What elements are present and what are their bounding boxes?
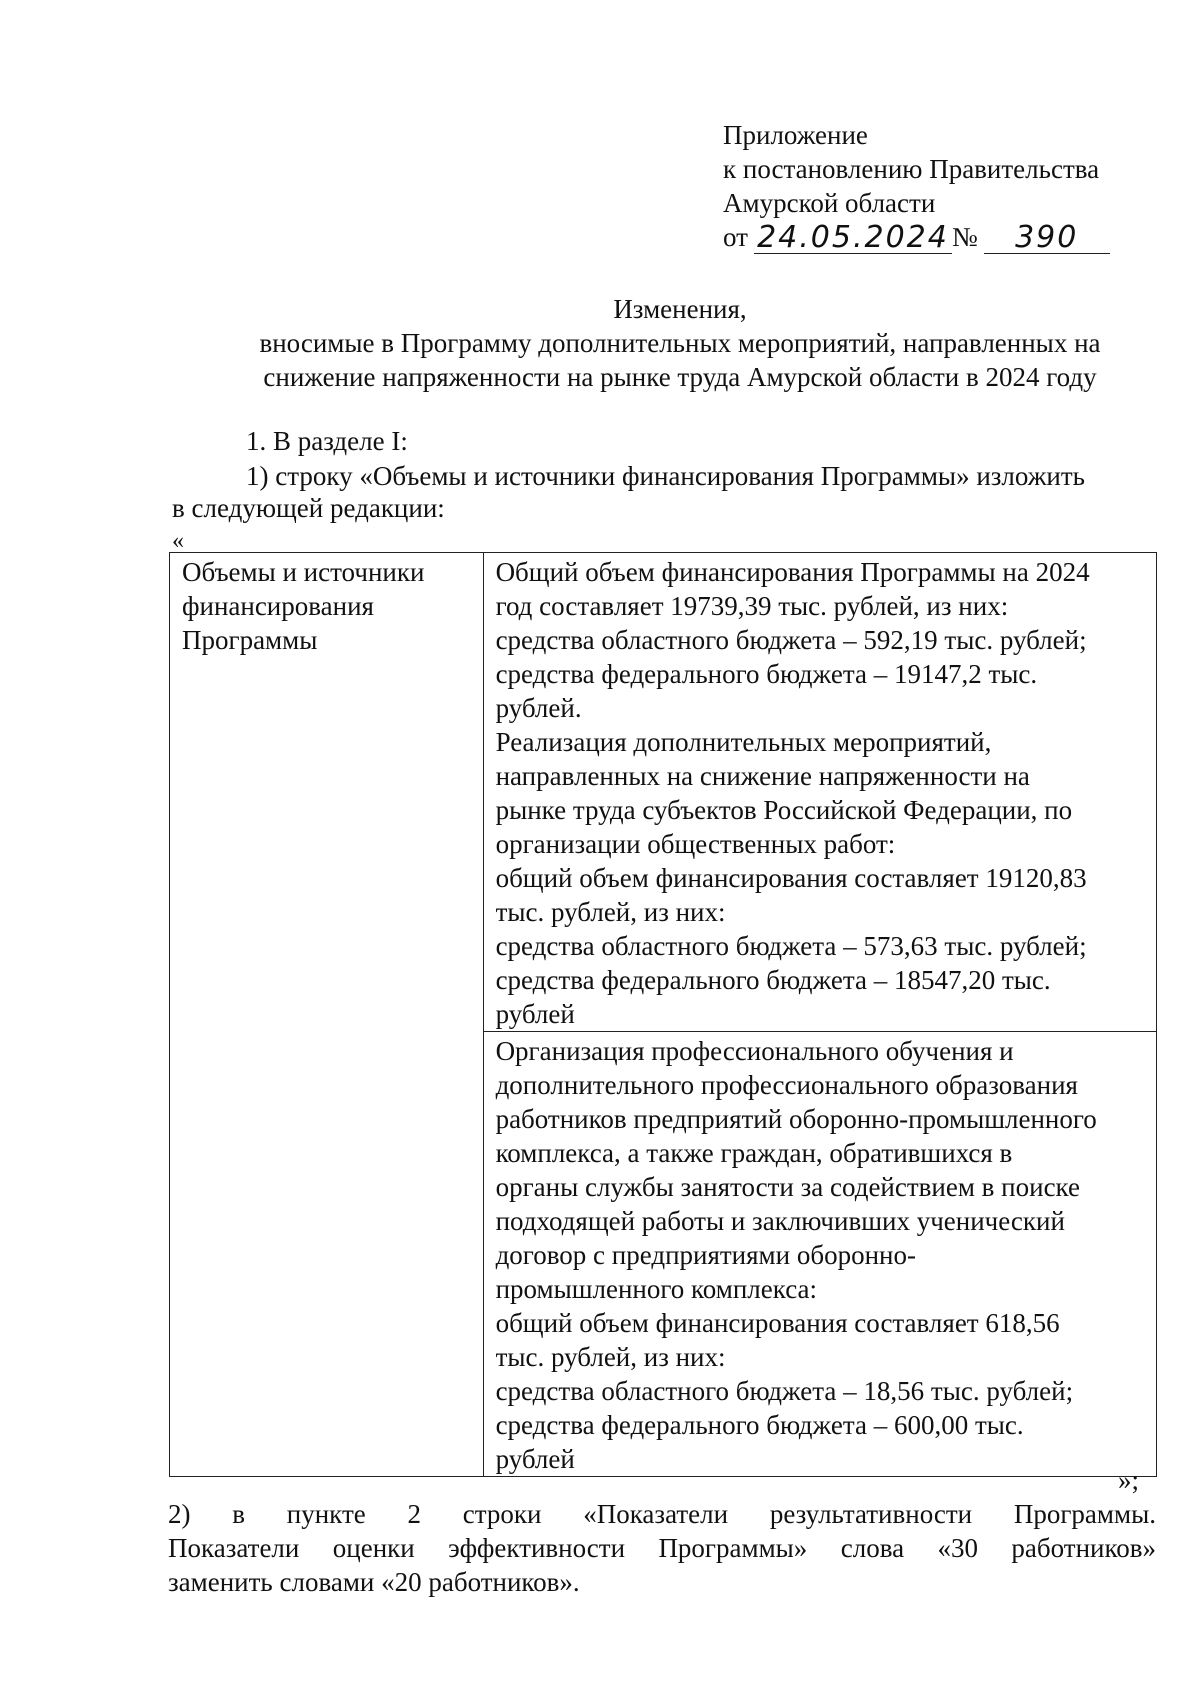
item2-word: слова (840, 1533, 905, 1563)
block2-line: тыс. рублей, из них: (495, 1342, 726, 1372)
item1-line-1: 1) строку «Объемы и источники финансирования Программы» изложить (246, 461, 1085, 491)
block1-line: год составляет 19739,39 тыс. рублей, из них: (495, 591, 1009, 621)
item1-line-2: в следующей редакции: (172, 493, 445, 523)
handwritten-date: 24.05.2024 (754, 223, 952, 254)
item2-word: 2 (407, 1499, 421, 1529)
block2-line: Организация профессионального обучения и (495, 1036, 1014, 1066)
label-lines (182, 555, 475, 657)
block2-lines (496, 1034, 1148, 1476)
block1-line: средства федерального бюджета – 19147,2 тыс. (495, 659, 1038, 689)
block2-line: средства федерального бюджета – 600,00 тыс. (495, 1410, 1024, 1440)
item2-word: в (232, 1499, 246, 1529)
quote-close: »; (1118, 1465, 1140, 1495)
block1-line: тыс. рублей, из них: (495, 897, 726, 927)
table-row (170, 553, 1157, 1032)
block1-lines (496, 555, 1148, 1031)
item2-word: «30 (937, 1533, 978, 1563)
item2-word: строки (462, 1499, 542, 1529)
appendix-line-1: Приложение (723, 120, 868, 150)
handwritten-number: 390 (984, 223, 1110, 254)
item2-word: работников» (1011, 1533, 1156, 1563)
block2-line: средства областного бюджета – 18,56 тыс. рублей; (495, 1376, 1074, 1406)
item2-line-1 (168, 1497, 1156, 1531)
block2-line: работников предприятий оборонно-промышленного (495, 1104, 1097, 1134)
block2-line: общий объем финансирования составляет 618,56 (495, 1308, 1060, 1338)
date-prefix: от (723, 222, 748, 252)
label-line: Программы (182, 625, 318, 655)
block1-line: рынке труда субъектов Российской Федерации, по (495, 795, 1073, 825)
block1-line: рублей (495, 999, 575, 1029)
item2-word: результативности (769, 1499, 973, 1529)
content-cell-block-1 (483, 553, 1156, 1032)
block2-line: договор с предприятиями оборонно- (495, 1240, 916, 1270)
title-line-2: вносимые в Программу дополнительных мероприятий, направленных на (259, 328, 1101, 358)
item2-word: пункте (286, 1499, 366, 1529)
block1-line: Общий объем финансирования Программы на 2024 (495, 557, 1090, 587)
item2-word: Программы» (658, 1533, 808, 1563)
item2-word: Показатели (168, 1533, 300, 1563)
item2-word: 2) (168, 1499, 191, 1529)
appendix-header (723, 118, 1143, 254)
financing-table (169, 552, 1157, 1477)
appendix-line-3: Амурской области (723, 188, 936, 218)
number-label: № (951, 222, 978, 252)
title-line-3: снижение напряженности на рынке труда Амурской области в 2024 году (263, 362, 1097, 392)
block1-line: рублей. (495, 693, 582, 723)
label-cell (170, 553, 484, 1477)
block2-line: подходящей работы и заключивших ученический (495, 1206, 1065, 1236)
title-line-1: Изменения, (613, 294, 747, 324)
label-line: финансирования (182, 591, 374, 621)
block2-line: рублей (495, 1444, 575, 1474)
block1-line: направленных на снижение напряженности на (495, 761, 1030, 791)
block1-line: средства федерального бюджета – 18547,20 тыс. (495, 965, 1051, 995)
block1-line: средства областного бюджета – 592,19 тыс. рублей; (495, 625, 1087, 655)
label-line: Объемы и источники (182, 557, 425, 587)
quote-open: « (172, 528, 184, 554)
appendix-date-line (723, 220, 1143, 254)
block2-line: промышленного комплекса: (495, 1274, 817, 1304)
item2-word: Программы. (1013, 1499, 1156, 1529)
section-heading: 1. В разделе I: (246, 426, 408, 456)
block2-line: органы службы занятости за содействием в поиске (495, 1172, 1080, 1202)
block1-line: Реализация дополнительных мероприятий, (495, 727, 992, 757)
item2-word: «Показатели (583, 1499, 729, 1529)
block1-line: средства областного бюджета – 573,63 тыс. рублей; (495, 931, 1087, 961)
item2-line-2 (168, 1531, 1156, 1565)
block1-line: организации общественных работ: (495, 829, 896, 859)
content-cell-block-2 (483, 1032, 1156, 1477)
document-title (160, 292, 1200, 394)
item2-line-3: заменить словами «20 работников». (168, 1567, 580, 1597)
block1-line: общий объем финансирования составляет 19120,83 (495, 863, 1087, 893)
appendix-line-2: к постановлению Правительства (723, 154, 1100, 184)
block2-line: комплекса, а также граждан, обратившихся в (495, 1138, 1013, 1168)
block2-line: дополнительного профессионального образования (495, 1070, 1078, 1100)
item2-word: оценки (332, 1533, 415, 1563)
item2-word: эффективности (448, 1533, 626, 1563)
